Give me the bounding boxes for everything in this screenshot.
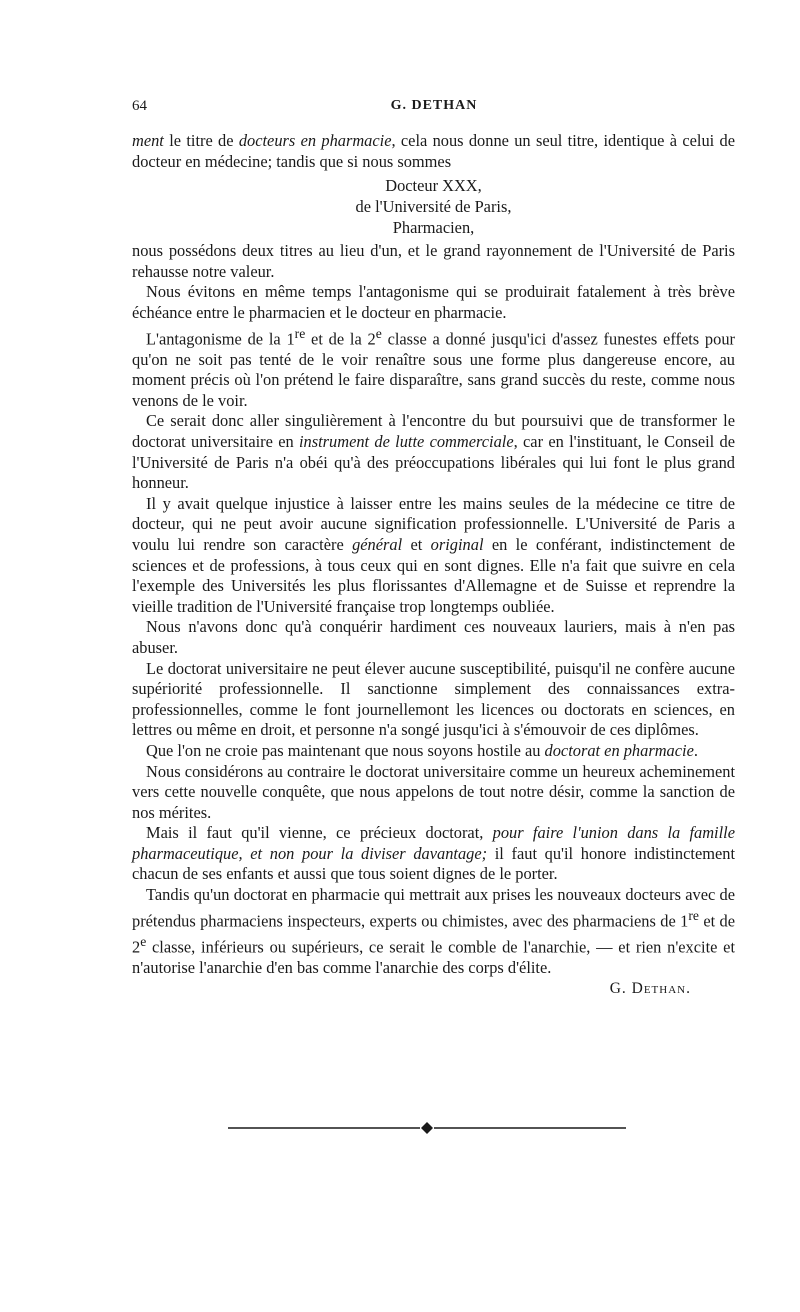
- page-header: [132, 98, 736, 122]
- paragraph-8: Le doctorat universitaire ne peut élever aucune susceptibilité, puisqu'il ne confère aucune supériorité professionnelle. Il sanctionne simplement des connaissances extra-professionnelles, comme le font journellemont les licences ou doctorats en sciences, en lettres ou même en droit, et personne n'a songé jusqu'ici à s'émouvoir de ces diplômes.: [132, 658, 735, 740]
- title-line: Docteur XXX,: [385, 176, 482, 196]
- superscript: re: [294, 325, 306, 341]
- paragraph-4: [132, 324, 735, 412]
- italic-text: ment: [132, 131, 164, 150]
- section-divider-ornament: [228, 1120, 626, 1136]
- text-span: en le conférant, indistinctement de sciences et de professions, à tous ceux qui en sont dignes. Elle n'a fait que suivre en cela l'exemple des Universités les plus florissantes d'Allemagne et de Suisse et reprendre la vieille tradition de l'Université française trop longtemps oubliée.: [132, 534, 735, 616]
- italic-text: doctorat en pharmacie: [544, 740, 694, 760]
- italic-text: instrument de lutte commerciale: [298, 432, 514, 451]
- superscript: e: [140, 933, 147, 949]
- text-span: Il y avait quelque injustice à laisser entre les mains seules de la médecine ce titre de docteur, qui ne peut avoir aucune signification professionnelle. L'Université de Paris a voulu lui rendre son caractère: [132, 493, 735, 554]
- text-span: Que l'on ne croie pas maintenant que nous soyons hostile au: [146, 740, 545, 760]
- paragraph-9: [132, 741, 735, 762]
- body-text: [132, 131, 735, 1000]
- paragraph-1: [132, 131, 735, 172]
- paragraph-3: Nous évitons en même temps l'antagonisme qui se produirait fatalement à très brève échéance entre le pharmacien et le docteur en pharmacie.: [132, 282, 735, 322]
- italic-text: docteurs en pharmacie: [238, 131, 392, 150]
- text-span: .: [693, 740, 698, 760]
- text-span: classe, inférieurs ou supérieurs, ce serait le comble de l'anarchie, — et rien n'excite et n'autorise l'anarchie d'en bas comme l'anarchie des corps d'élite.: [132, 937, 735, 977]
- paragraph-10: Nous considérons au contraire le doctorat universitaire comme un heureux acheminement vers cette nouvelle conquête, que nous appelons de tout notre désir, comme la sanction de nos mérites.: [132, 761, 735, 822]
- text-span: et de 2: [132, 911, 736, 957]
- paragraph-2: nous possédons deux titres au lieu d'un, et le grand rayonnement de l'Université de Paris rehausse notre valeur.: [132, 241, 735, 281]
- text-span: et de la 2: [305, 329, 376, 349]
- italic-text: général: [352, 534, 403, 554]
- italic-text: pour faire l'union dans la famille pharmaceutique, et non pour la diviser davantage;: [132, 823, 735, 863]
- text-span: classe a donné jusqu'ici d'assez funestes effets pour qu'on ne soit pas tenté de le voir renaître sous une forme plus dangereuse encore, au moment précis où l'on prétend le faire disparaître, sans grand succès du reste, comme nous venons de le voir.: [132, 329, 735, 410]
- title-line: Pharmacien,: [392, 218, 475, 238]
- paragraph-11: [132, 823, 735, 885]
- text-span: L'antagonisme de la 1: [146, 329, 295, 349]
- text-span: , car en l'instituant, le Conseil de l'Université de Paris n'a obéi qu'à des préoccupations libérales qui lui font le plus grand honneur.: [132, 432, 735, 493]
- paragraph-6: [132, 494, 735, 618]
- title-line: de l'Université de Paris,: [355, 197, 512, 217]
- title-block: [132, 175, 735, 238]
- paragraph-7: Nous n'avons donc qu'à conquérir hardiment ces nouveaux lauriers, mais à n'en pas abuser.: [132, 617, 735, 657]
- text-span: et: [402, 534, 431, 554]
- running-head: G. DETHAN: [390, 98, 478, 113]
- text-span: Ce serait donc aller singulièrement à l'encontre du but poursuivi que de transformer le doctorat universitaire en: [132, 411, 735, 451]
- text-span: le titre de: [163, 131, 239, 150]
- page-number: 64: [132, 98, 147, 114]
- paragraph-5: [132, 411, 735, 493]
- superscript: re: [688, 907, 699, 923]
- text-span: Tandis qu'un doctorat en pharmacie qui mettrait aux prises les nouveaux docteurs avec de prétendus pharmaciens inspecteurs, experts ou chimistes, avec des pharmaciens de 1: [132, 885, 735, 931]
- superscript: e: [375, 325, 382, 341]
- paragraph-12: [132, 885, 735, 978]
- text-span: , cela nous donne un seul titre, identique à celui de docteur en médecine; tandis que si nous sommes: [132, 131, 735, 171]
- text-span: Mais il faut qu'il vienne, ce précieux doctorat,: [146, 823, 493, 843]
- author-signature: G. Dethan.: [609, 980, 691, 998]
- italic-text: original: [430, 534, 484, 554]
- text-span: il faut qu'il honore indistinctement chacun de ses enfants et aussi que tous soient dignes de le porter.: [132, 843, 736, 884]
